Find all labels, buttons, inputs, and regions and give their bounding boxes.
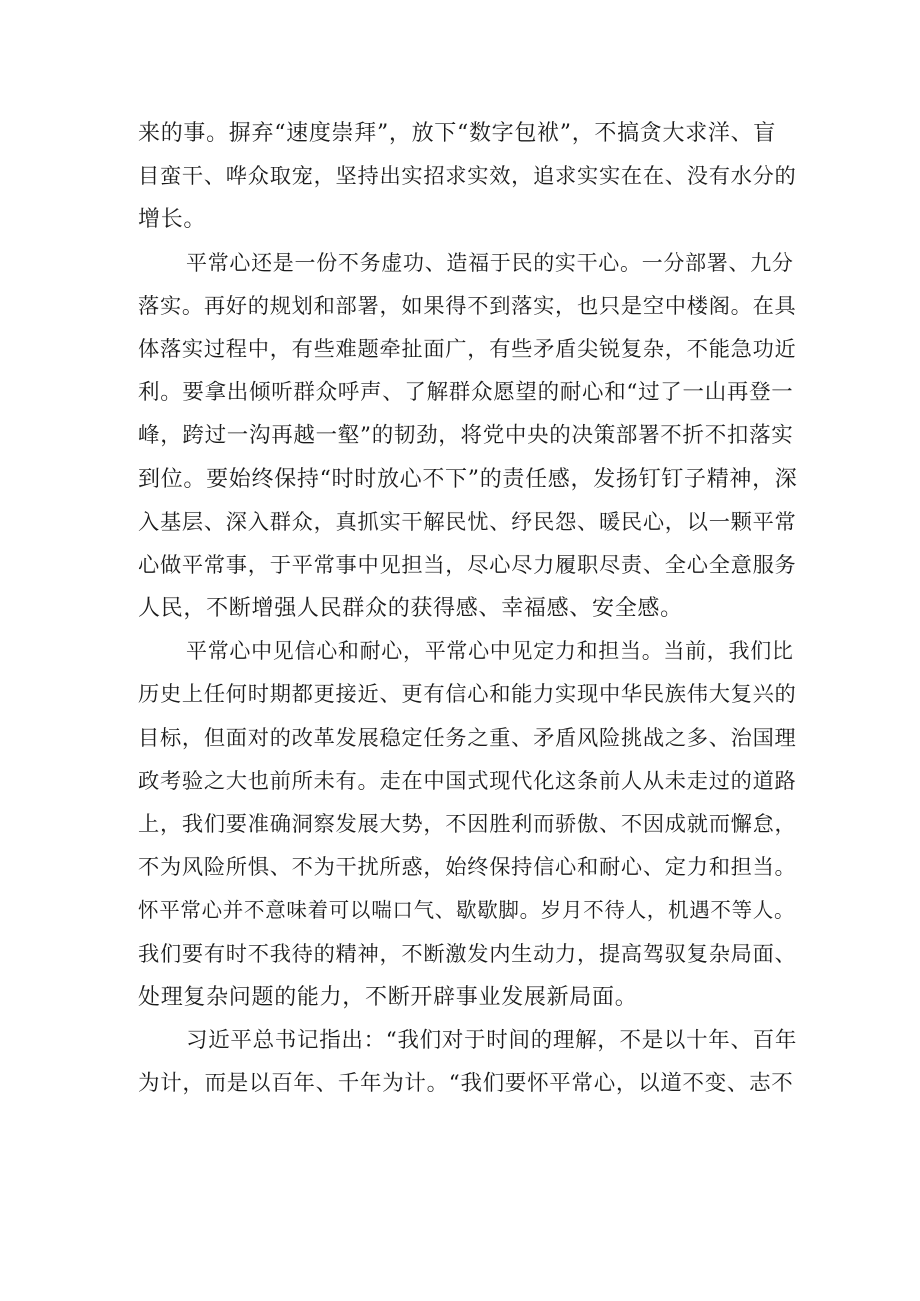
text-line: 心做平常事，于平常事中见担当，尽心尽力履职尽责、全心全意服务 (138, 552, 797, 578)
text-line: 目标，但面对的改革发展稳定任务之重、矛盾风险挑战之多、治国理 (138, 725, 797, 751)
text-line: 落实。再好的规划和部署，如果得不到落实，也只是空中楼阁。在具 (138, 293, 797, 319)
text-line: 体落实过程中，有些难题牵扯面广，有些矛盾尖锐复杂，不能急功近 (138, 336, 797, 362)
text-line: 峰，跨过一沟再越一壑”的韧劲，将党中央的决策部署不折不扣落实 (138, 423, 794, 449)
text-line: 上，我们要准确洞察发展大势，不因胜利而骄傲、不因成就而懈怠， (138, 812, 797, 837)
text-line: 历史上任何时期都更接近、更有信心和能力实现中华民族伟大复兴的 (138, 682, 797, 708)
text-line: 怀平常心并不意味着可以喘口气、歇歇脚。岁月不待人，机遇不等人。 (138, 898, 796, 923)
text-line: 利。要拿出倾听群众呼声、了解群众愿望的耐心和“过了一山再登一 (138, 380, 794, 406)
text-line: 入基层、深入群众，真抓实干解民忧、纾民怨、暖民心，以一颗平常 (138, 509, 797, 535)
text-line: 到位。要始终保持“时时放心不下”的责任感，发扬钉钉子精神，深 (138, 466, 798, 492)
text-line: 不为风险所惧、不为干扰所惑，始终保持信心和耐心、定力和担当。 (138, 855, 797, 881)
body-text (138, 112, 798, 1105)
text-line: 处理复杂问题的能力，不断开辟事业发展新局面。 (138, 984, 638, 1010)
text-line: 目蛮干、哗众取宠，坚持出实招求实效，追求实实在在、没有水分的 (138, 164, 797, 190)
text-line: 人民，不断增强人民群众的获得感、幸福感、安全感。 (138, 596, 683, 622)
text-line: 我们要有时不我待的精神，不断激发内生动力，提高驾驭复杂局面、 (138, 941, 797, 967)
text-line: 增长。 (138, 207, 207, 233)
text-line: 来的事。摒弃“速度崇拜”，放下“数字包袱”，不搞贪大求洋、盲 (138, 121, 776, 146)
paragraph-first-line: 平常心中见信心和耐心，平常心中见定力和担当。当前，我们比 (186, 639, 794, 664)
text-line: 为计，而是以百年、千年为计。“我们要怀平常心，以道不变、志不 (138, 1071, 794, 1097)
paragraph-first-line: 平常心还是一份不务虚功、造福于民的实干心。一分部署、九分 (186, 250, 794, 275)
text-line: 政考验之大也前所未有。走在中国式现代化这条前人从未走过的道路 (138, 768, 797, 794)
paragraph-first-line: 习近平总书记指出：“我们对于时间的理解，不是以十年、百年 (186, 1027, 798, 1053)
